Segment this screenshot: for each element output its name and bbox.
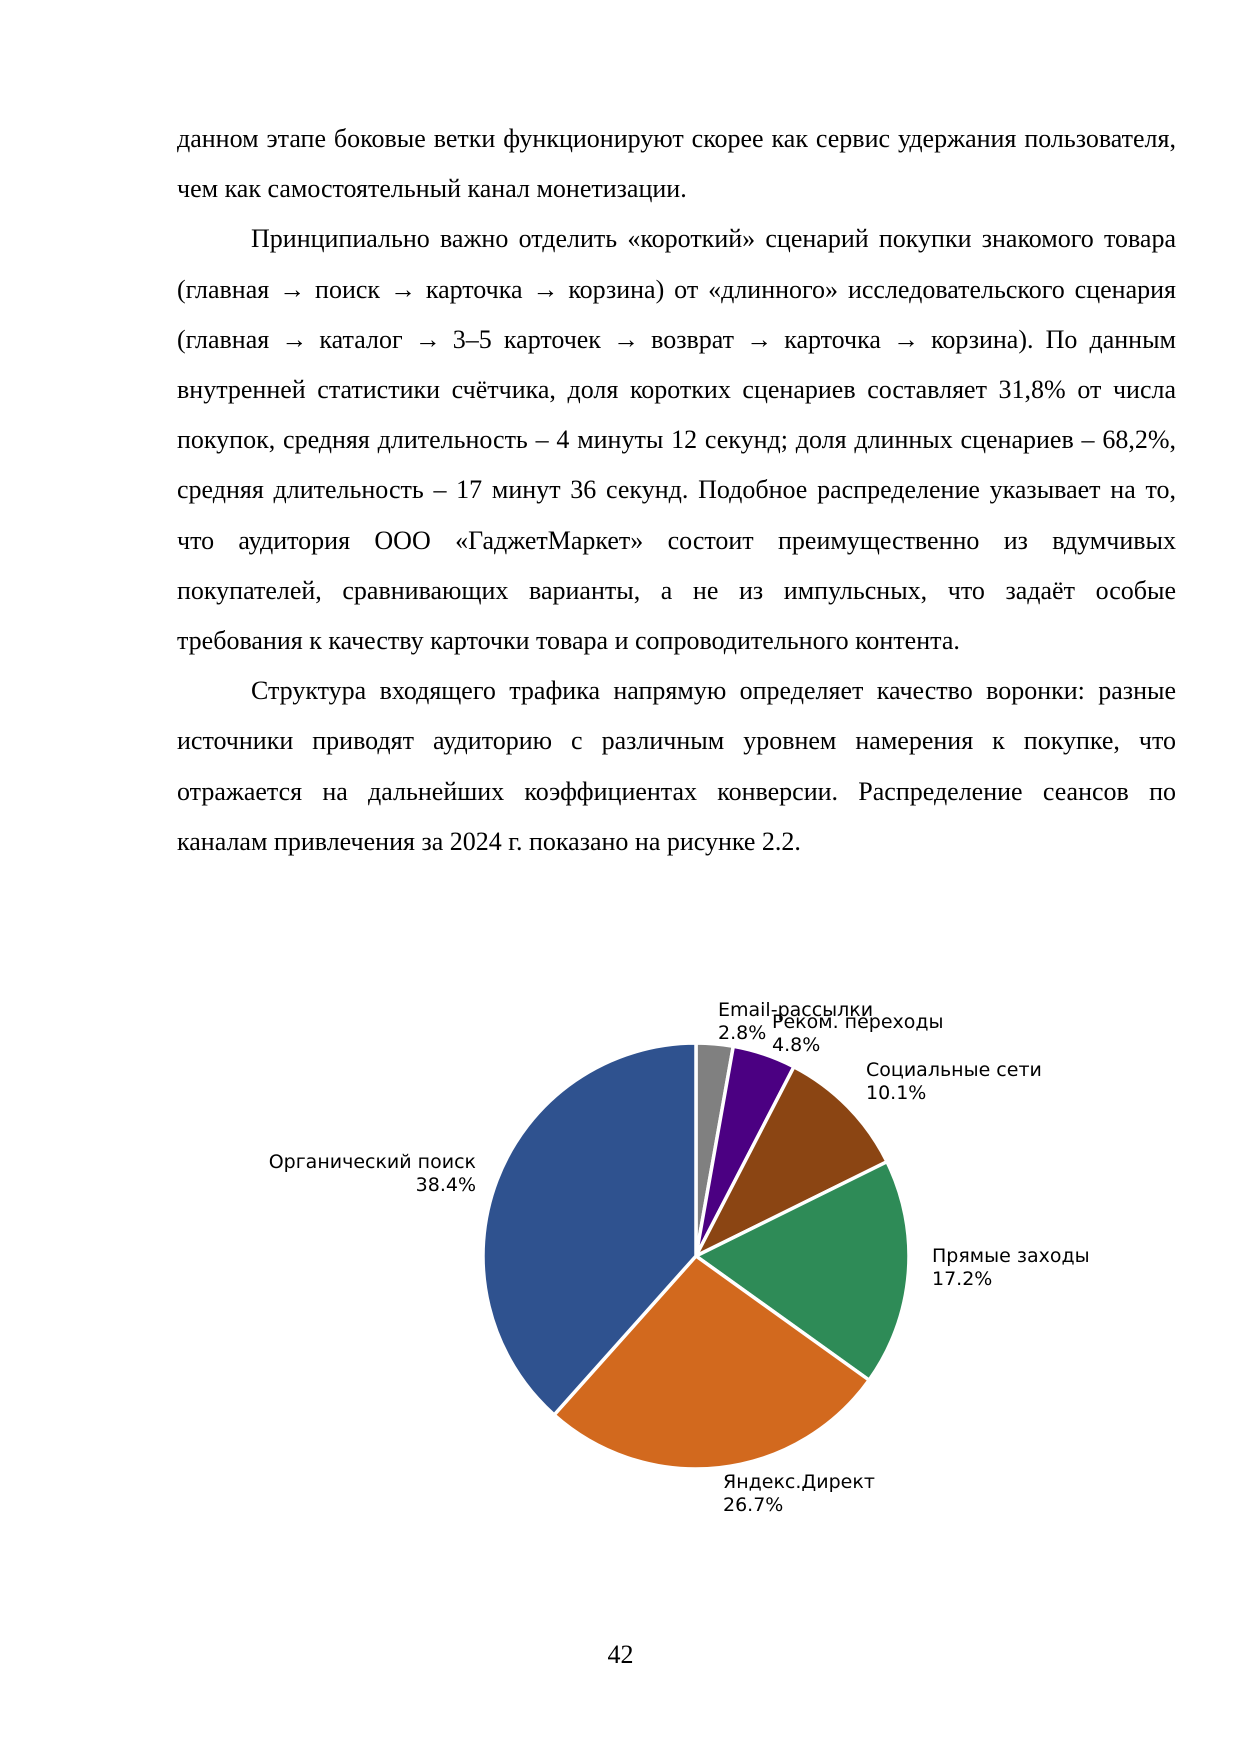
slice-value-label: 17.2% [932,1268,993,1290]
page-number: 42 [607,1640,634,1669]
paragraph-3: Структура входящего трафика напрямую определяет качество воронки: разные источники приводят аудиторию с различным уровнем намерения к покупке, что отражается на дальнейших коэффициентах конверсии. Распределение сеансов по каналам привлечения за 2024 г. показано на рисунке 2.2. [177,676,1176,856]
slice-value-label: 4.8% [772,1034,821,1056]
paragraph-2: Принципиально важно отделить «короткий» сценарий покупки знакомого товара (главная → поиск → карточка → корзина) от «длинного» исследовательского сценария (главная → каталог → 3–5 карточек → возврат → карточка → корзина). По данным внутренней статистики счётчика, доля коротких сценариев составляет 31,8% от числа покупок, средняя длительность – 4 минуты 12 секунд; доля длинных сценариев – 68,2%, средняя длительность – 17 минут 36 секунд. Подобное распределение указывает на то, что аудитория ООО «ГаджетМаркет» состоит преимущественно из вдумчивых покупателей, сравнивающих варианты, а не из импульсных, что задаёт особые требования к качеству карточки товара и сопроводительного контента. [177,224,1176,656]
slice-value-label: 38.4% [415,1174,476,1196]
pie-chart [0,990,1241,1550]
slice-name-label: Email-рассылки [718,999,874,1021]
slice-value-label: 26.7% [723,1494,784,1516]
slice-name-label: Прямые заходы [932,1245,1090,1267]
body-text [177,114,1176,867]
pie-chart-svg [0,990,1241,1550]
slice-name-label: Реком. переходы [772,1011,944,1033]
slice-name-label: Социальные сети [866,1059,1042,1081]
slice-name-label: Яндекс.Директ [723,1471,875,1493]
slice-value-label: 2.8% [718,1022,767,1044]
slice-value-label: 10.1% [866,1082,927,1104]
paragraph-1: данном этапе боковые ветки функционируют скорее как сервис удержания пользователя, чем как самостоятельный канал монетизации. [177,124,1176,204]
slice-name-label: Органический поиск [268,1151,476,1173]
